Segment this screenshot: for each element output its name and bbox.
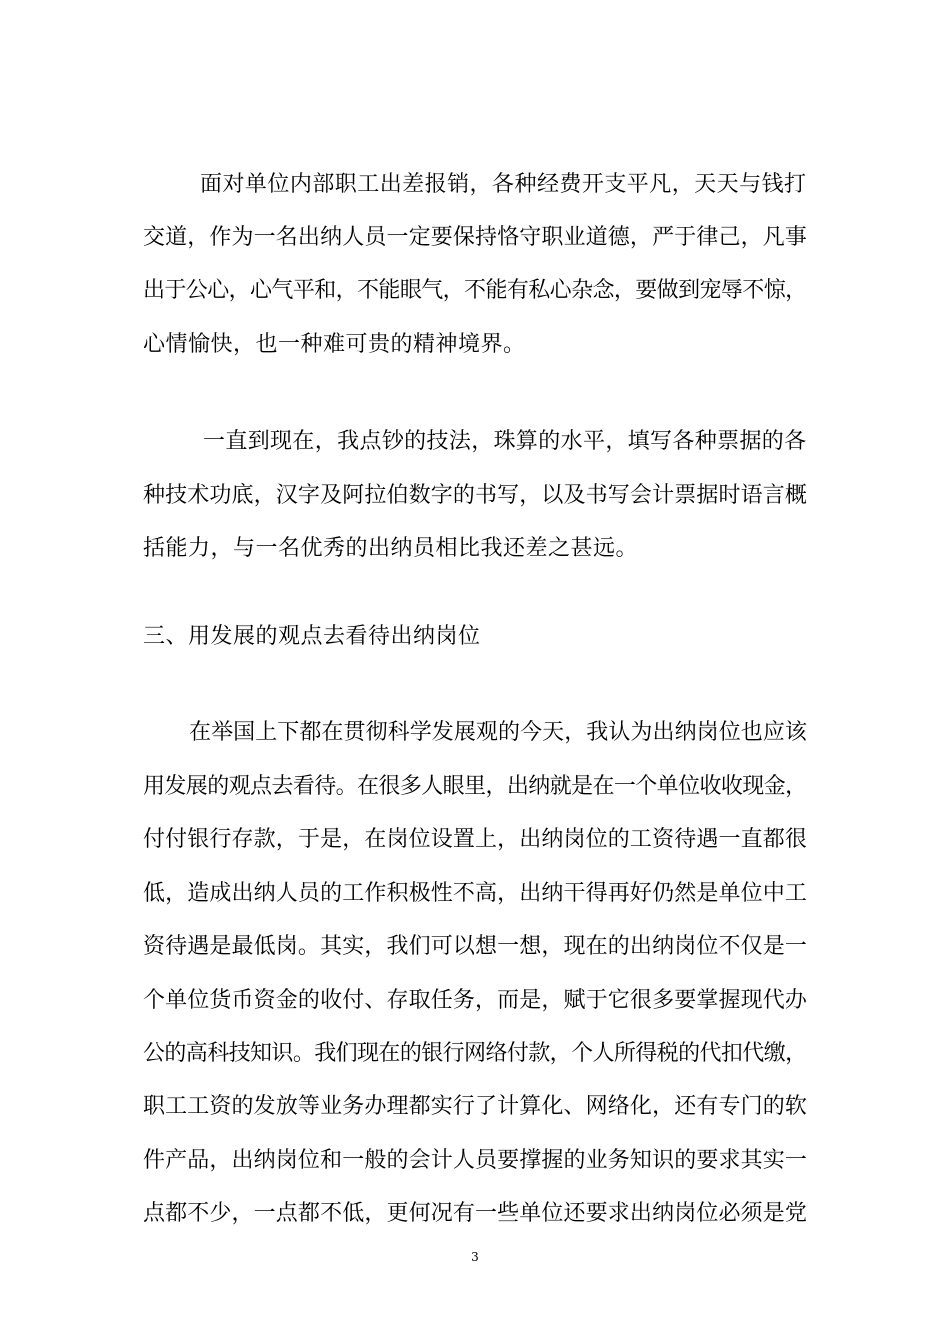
paragraph-2-line-1: 一直到现在，我点钞的技法，珠算的水平，填写各种票据的各 bbox=[203, 429, 807, 454]
paragraph-4-line-9: 件产品，出纳岗位和一般的会计人员要撑握的业务知识的要求其实一 bbox=[143, 1148, 808, 1173]
paragraph-4-line-4: 低，造成出纳人员的工作积极性不高，出纳干得再好仍然是单位中工 bbox=[143, 881, 808, 906]
paragraph-1-line-3: 出于公心，心气平和，不能眼气，不能有私心杂念，要做到宠辱不惊， bbox=[143, 278, 807, 303]
paragraph-1-line-2: 交道，作为一名出纳人员一定要保持恪守职业道德，严于律己，凡事 bbox=[143, 225, 808, 250]
page-number: 3 bbox=[471, 1250, 479, 1264]
paragraph-4-line-1: 在举国上下都在贯彻科学发展观的今天，我认为出纳岗位也应该 bbox=[189, 720, 808, 745]
paragraph-4-line-10: 点都不少，一点都不低，更何况有一些单位还要求出纳岗位必须是党 bbox=[143, 1201, 808, 1226]
paragraph-4-line-3: 付付银行存款，于是，在岗位设置上，出纳岗位的工资待遇一直都很 bbox=[143, 827, 808, 852]
paragraph-4-line-8: 职工工资的发放等业务办理都实行了计算化、网络化，还有专门的软 bbox=[143, 1094, 808, 1119]
paragraph-4-line-6: 个单位货币资金的收付、存取任务，而是，赋于它很多要掌握现代办 bbox=[143, 988, 808, 1013]
paragraph-4-line-7: 公的高科技知识。我们现在的银行网络付款，个人所得税的代扣代缴， bbox=[143, 1041, 807, 1066]
paragraph-4-line-5: 资待遇是最低岗。其实，我们可以想一想，现在的出纳岗位不仅是一 bbox=[143, 934, 808, 959]
paragraph-4-line-2: 用发展的观点去看待。在很多人眼里，出纳就是在一个单位收收现金， bbox=[143, 774, 807, 799]
paragraph-2-line-3: 括能力，与一名优秀的出纳员相比我还差之甚远。 bbox=[143, 536, 639, 561]
paragraph-1-line-1: 面对单位内部职工出差报销，各种经费开支平凡，天天与钱打 bbox=[200, 172, 807, 197]
paragraph-1-line-4: 心情愉快，也一种难可贵的精神境界。 bbox=[143, 332, 526, 357]
paragraph-2-line-2: 种技术功底，汉字及阿拉伯数字的书写，以及书写会计票据时语言概 bbox=[143, 483, 808, 508]
section-heading: 三、用发展的观点去看待出纳岗位 bbox=[143, 624, 481, 649]
